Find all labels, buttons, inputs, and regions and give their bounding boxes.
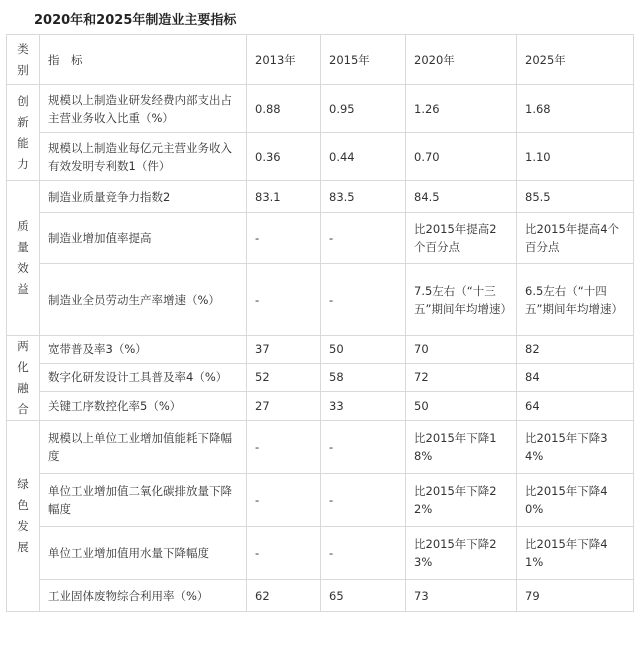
header-2015: 2015年	[321, 35, 406, 85]
value-2025-cell: 84	[517, 363, 634, 392]
value-2025-cell: 85.5	[517, 181, 634, 213]
table-body	[7, 35, 634, 612]
indicator-cell: 制造业全员劳动生产率增速（%）	[40, 264, 247, 336]
value-2025-cell: 比2015年提高4个百分点	[517, 213, 634, 264]
category-char: 创	[17, 93, 29, 108]
table-row	[7, 580, 634, 612]
table-row	[7, 133, 634, 181]
value-2020-cell: 0.70	[406, 133, 517, 181]
table-row	[7, 474, 634, 527]
value-2013-cell: 27	[247, 392, 321, 421]
value-2020-cell: 73	[406, 580, 517, 612]
value-2015-cell: 58	[321, 363, 406, 392]
category-cell	[7, 181, 40, 336]
value-2025-cell: 64	[517, 392, 634, 421]
value-2015-cell: 0.95	[321, 85, 406, 133]
indicator-cell: 单位工业增加值二氧化碳排放量下降幅度	[40, 474, 247, 527]
table-row	[7, 527, 634, 580]
value-2025-cell: 6.5左右（“十四五”期间年均增速）	[517, 264, 634, 336]
value-2013-cell: -	[247, 264, 321, 336]
value-2020-cell: 84.5	[406, 181, 517, 213]
category-char: 新	[17, 114, 29, 129]
table-row	[7, 213, 634, 264]
table-row	[7, 392, 634, 421]
value-2025-cell: 82	[517, 336, 634, 364]
category-char: 绿	[17, 477, 29, 491]
indicator-cell: 规模以上制造业每亿元主营业务收入有效发明专利数1（件）	[40, 133, 247, 181]
value-2020-cell: 比2015年下降18%	[406, 421, 517, 474]
indicator-cell: 工业固体废物综合利用率（%）	[40, 580, 247, 612]
indicator-cell: 制造业质量竞争力指数2	[40, 181, 247, 213]
category-char: 质	[17, 219, 29, 233]
value-2013-cell: 62	[247, 580, 321, 612]
indicator-cell: 规模以上制造业研发经费内部支出占主营业务收入比重（%）	[40, 85, 247, 133]
category-cell	[7, 421, 40, 612]
table-row	[7, 181, 634, 213]
header-category-char: 类	[17, 41, 29, 56]
table-row	[7, 421, 634, 474]
value-2020-cell: 比2015年下降23%	[406, 527, 517, 580]
header-category	[7, 35, 40, 85]
value-2013-cell: -	[247, 421, 321, 474]
value-2015-cell: -	[321, 264, 406, 336]
table-row	[7, 336, 634, 364]
value-2020-cell: 比2015年下降22%	[406, 474, 517, 527]
value-2015-cell: 50	[321, 336, 406, 364]
category-char: 色	[17, 498, 29, 512]
indicator-cell: 数字化研发设计工具普及率4（%）	[40, 363, 247, 392]
category-char: 能	[17, 135, 29, 150]
value-2025-cell: 比2015年下降41%	[517, 527, 634, 580]
value-2015-cell: 83.5	[321, 181, 406, 213]
value-2020-cell: 72	[406, 363, 517, 392]
value-2020-cell: 70	[406, 336, 517, 364]
value-2013-cell: -	[247, 527, 321, 580]
category-char: 益	[17, 282, 29, 296]
value-2013-cell: 0.88	[247, 85, 321, 133]
indicator-cell: 关键工序数控化率5（%）	[40, 392, 247, 421]
table-row	[7, 363, 634, 392]
value-2015-cell: -	[321, 213, 406, 264]
value-2025-cell: 比2015年下降34%	[517, 421, 634, 474]
value-2013-cell: -	[247, 213, 321, 264]
category-char: 效	[17, 261, 29, 275]
value-2013-cell: 52	[247, 363, 321, 392]
header-row	[7, 35, 634, 85]
value-2015-cell: -	[321, 421, 406, 474]
header-2013: 2013年	[247, 35, 321, 85]
header-category-char: 别	[17, 62, 29, 77]
value-2013-cell: 0.36	[247, 133, 321, 181]
value-2020-cell: 比2015年提高2个百分点	[406, 213, 517, 264]
value-2020-cell: 50	[406, 392, 517, 421]
value-2025-cell: 79	[517, 580, 634, 612]
value-2015-cell: 0.44	[321, 133, 406, 181]
category-char: 融	[17, 381, 29, 395]
indicators-table	[6, 34, 634, 612]
indicator-cell: 宽带普及率3（%）	[40, 336, 247, 364]
value-2013-cell: 83.1	[247, 181, 321, 213]
page-title: 2020年和2025年制造业主要指标	[34, 13, 237, 28]
value-2025-cell: 1.68	[517, 85, 634, 133]
category-char: 力	[17, 156, 29, 171]
value-2020-cell: 7.5左右（“十三五”期间年均增速）	[406, 264, 517, 336]
category-char: 合	[17, 402, 29, 416]
header-2020: 2020年	[406, 35, 517, 85]
indicator-cell: 单位工业增加值用水量下降幅度	[40, 527, 247, 580]
category-char: 发	[17, 519, 29, 533]
category-char: 两	[17, 339, 29, 353]
value-2015-cell: 33	[321, 392, 406, 421]
value-2020-cell: 1.26	[406, 85, 517, 133]
category-cell	[7, 85, 40, 181]
value-2025-cell: 1.10	[517, 133, 634, 181]
value-2015-cell: -	[321, 474, 406, 527]
table-row	[7, 264, 634, 336]
table-row	[7, 85, 634, 133]
indicator-cell: 制造业增加值率提高	[40, 213, 247, 264]
category-char: 量	[17, 240, 29, 254]
header-2025: 2025年	[517, 35, 634, 85]
header-indicator: 指 标	[40, 35, 247, 85]
value-2015-cell: -	[321, 527, 406, 580]
category-char: 化	[17, 360, 29, 374]
indicator-cell: 规模以上单位工业增加值能耗下降幅度	[40, 421, 247, 474]
value-2013-cell: 37	[247, 336, 321, 364]
value-2025-cell: 比2015年下降40%	[517, 474, 634, 527]
category-cell	[7, 336, 40, 421]
value-2015-cell: 65	[321, 580, 406, 612]
category-char: 展	[17, 540, 29, 554]
value-2013-cell: -	[247, 474, 321, 527]
